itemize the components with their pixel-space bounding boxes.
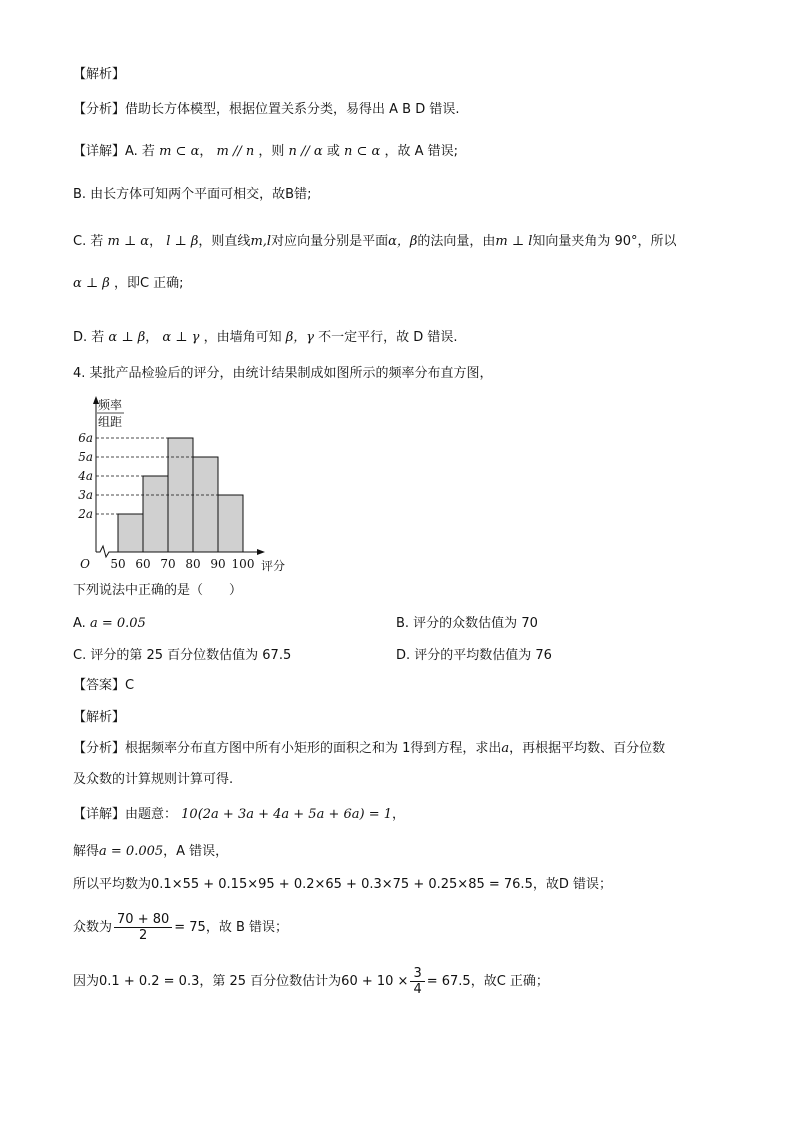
detail-d-text1: ，由墙角可知 xyxy=(203,330,282,345)
detail-c-text1: ，则直线 xyxy=(198,234,251,249)
detail-c-line1 xyxy=(73,233,677,251)
pct-denominator: 4 xyxy=(413,982,422,997)
solve-suffix: ，A 错误， xyxy=(163,844,229,859)
pct-suffix: ，故C 正确； xyxy=(470,974,549,989)
detail-c-cond2: l ⊥ β xyxy=(166,234,199,249)
origin-label: O xyxy=(80,557,90,571)
answer-analysis-prefix: 【分析】根据频率分布直方图中所有小矩形的面积之和为 1得到方程，求出 xyxy=(73,741,502,756)
mean-expr: 0.1×55 + 0.15×95 + 0.2×65 + 0.3×75 + 0.25×85 = 76.5 xyxy=(151,877,533,892)
question-stem: 4. 某批产品检验后的评分，由统计结果制成如图所示的频率分布直方图， xyxy=(73,366,493,381)
pct-result: = 67.5 xyxy=(426,974,471,989)
jiexi-heading: 【解析】 xyxy=(73,67,126,82)
x-tick-label: 90 xyxy=(210,557,226,571)
detail-d-planes: β，γ xyxy=(285,330,315,345)
detail-a-cond1: m ⊂ α xyxy=(159,144,200,159)
pct-fraction xyxy=(410,966,424,997)
answer-detail-prefix: 【详解】由题意： xyxy=(73,807,178,822)
y-tick-label: 3a xyxy=(78,488,93,502)
detail-a-res2: n ⊂ α xyxy=(344,144,381,159)
analysis-line: 【分析】借助长方体模型，根据位置关系分类，易得出 A B D 错误. xyxy=(73,102,460,117)
answer-analysis-line1 xyxy=(73,740,665,758)
detail-c-planes: α，β xyxy=(388,234,418,249)
x-tick-label: 50 xyxy=(110,557,126,571)
detail-b-line: B. 由长方体可知两个平面可相交，故B错; xyxy=(73,187,312,202)
option-a-label: A. xyxy=(73,616,86,631)
y-axis-label-denominator: 组距 xyxy=(97,415,123,429)
answer-analysis-line2: 及众数的计算规则计算可得. xyxy=(73,772,234,787)
x-tick-label: 80 xyxy=(185,557,201,571)
mean-suffix: ，故D 错误； xyxy=(532,877,612,892)
mode-denominator: 2 xyxy=(139,928,148,943)
detail-c-perp: m ⊥ l xyxy=(495,234,533,249)
y-tick-label: 6a xyxy=(78,431,93,445)
mode-fraction xyxy=(114,912,172,943)
y-tick-label: 4a xyxy=(78,469,93,483)
histogram-bar xyxy=(118,514,143,552)
x-axis-arrow xyxy=(257,549,265,555)
answer-detail-line xyxy=(73,806,405,824)
pct-expr1: 0.1 + 0.2 = 0.3 xyxy=(99,974,200,989)
answer-analysis-suffix: ，再根据平均数、百分位数 xyxy=(509,741,666,756)
detail-d-cond2: α ⊥ γ xyxy=(162,330,200,345)
detail-a-line xyxy=(73,143,458,161)
detail-d-text2: 不一定平行，故 D 错误. xyxy=(318,330,458,345)
detail-a-or: 或 xyxy=(326,144,340,159)
detail-c-conclusion: ，即C 正确; xyxy=(113,276,184,291)
pct-expr2: 60 + 10 × xyxy=(341,974,409,989)
mode-line xyxy=(73,910,288,946)
detail-a-res1: n // α xyxy=(288,144,323,159)
solve-prefix: 解得 xyxy=(73,844,100,859)
y-tick-label: 2a xyxy=(78,507,93,521)
mode-prefix: 众数为 xyxy=(73,920,113,935)
x-axis-label: 评分 xyxy=(261,559,286,573)
detail-c-expr: α ⊥ β xyxy=(73,276,110,291)
detail-a-mid: ，则 xyxy=(258,144,285,159)
answer-equation-suffix: ， xyxy=(392,807,406,822)
detail-a-suffix: ，故 A 错误; xyxy=(384,144,459,159)
mean-prefix: 所以平均数为 xyxy=(73,877,152,892)
x-tick-label: 100 xyxy=(231,557,255,571)
answer-jiexi-heading: 【解析】 xyxy=(73,710,126,725)
y-axis-label-numerator: 频率 xyxy=(97,398,123,412)
question-prompt: 下列说法中正确的是（ ） xyxy=(73,583,243,598)
pct-prefix: 因为 xyxy=(73,974,100,989)
x-tick-label: 60 xyxy=(135,557,151,571)
detail-c-text4: 知向量夹角为 90°，所以 xyxy=(532,234,677,249)
detail-d-sep: ， xyxy=(145,330,159,345)
option-b: B. 评分的众数估值为 70 xyxy=(396,616,538,631)
pct-mid: ，第 25 百分位数估计为 xyxy=(199,974,342,989)
solve-line xyxy=(73,843,228,861)
mode-result: = 75 xyxy=(174,920,206,935)
answer-line: 【答案】C xyxy=(73,678,135,693)
detail-c-prefix: C. 若 xyxy=(73,234,104,249)
frequency-histogram xyxy=(74,392,304,576)
mode-suffix: ，故 B 错误； xyxy=(205,920,289,935)
mean-line xyxy=(73,876,612,894)
pct-numerator: 3 xyxy=(410,966,424,982)
detail-c-sep: ， xyxy=(149,234,163,249)
detail-c-line2 xyxy=(73,275,184,293)
answer-analysis-var: a xyxy=(501,741,510,756)
y-tick-label: 5a xyxy=(78,450,93,464)
option-a-expr: a = 0.05 xyxy=(89,616,146,631)
option-c: C. 评分的第 25 百分位数估值为 67.5 xyxy=(73,648,292,663)
histogram-bar xyxy=(218,495,243,552)
detail-d-cond1: α ⊥ β xyxy=(108,330,146,345)
solve-expr: a = 0.005 xyxy=(99,844,164,859)
option-a xyxy=(73,615,146,633)
detail-a-sep: ， xyxy=(199,144,213,159)
detail-c-text2: 对应向量分别是平面 xyxy=(271,234,389,249)
detail-d-line xyxy=(73,329,458,347)
option-d: D. 评分的平均数估值为 76 xyxy=(396,648,552,663)
mode-numerator: 70 + 80 xyxy=(114,912,172,928)
histogram-bar xyxy=(193,457,218,552)
detail-c-cond1: m ⊥ α xyxy=(107,234,150,249)
detail-c-text3: 的法向量，由 xyxy=(417,234,496,249)
answer-equation: 10(2a + 3a + 4a + 5a + 6a) = 1 xyxy=(181,807,393,822)
histogram-bar xyxy=(143,476,168,552)
detail-d-prefix: D. 若 xyxy=(73,330,105,345)
detail-c-lines: m,l xyxy=(250,234,272,249)
detail-a-cond2: m // n xyxy=(216,144,255,159)
detail-a-prefix: 【详解】A. 若 xyxy=(73,144,155,159)
percentile-line xyxy=(73,964,549,1000)
x-tick-label: 70 xyxy=(160,557,176,571)
